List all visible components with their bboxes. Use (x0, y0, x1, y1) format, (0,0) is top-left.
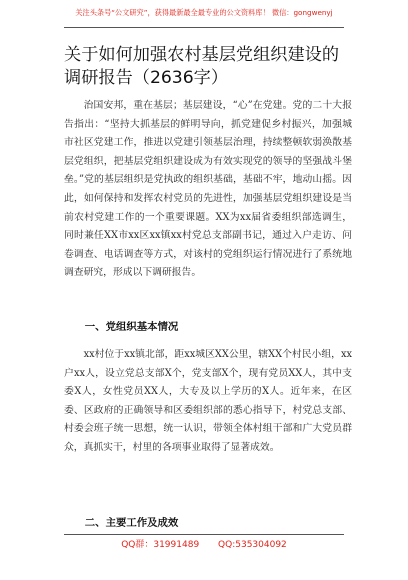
document-title: 关于如何加强农村基层党组织建设的调研报告（2636字） (64, 45, 340, 88)
paragraph-intro: 治国安邦，重在基层；基层建设，“心”在党建。党的二十大报告指出：“坚持大抓基层的鲜明导向，抓党建促乡村振兴，加强城市社区党建工作，推进以党建引领基层治理，持续整顿软弱涣散基层党组织，把基层党组织建设成为有效实现党的领导的坚强战斗堡垒。”党的基层组织是党执政的组织基础，基础不牢，地动山摇。因此，如何保持和发挥农村党员的先进性，加强基层党组织建设是当前农村党建工作的一个重要课题。XX为xx届省委组织部选调生，同时兼任XX市xx区xx镇xx村党总支部副书记，通过入户走访、问卷调查、电话调查等方式，对该村的党组织运行情况进行了系统地调查研究，形成以下调研报告。 (64, 100, 352, 279)
section-heading-main-work: 二、主要工作及成效 (84, 517, 179, 529)
section-heading-basic-info: 一、党组织基本情况 (84, 321, 179, 333)
footer-contact (0, 538, 408, 552)
footer-divider (64, 534, 344, 535)
header-divider (64, 27, 344, 28)
header-banner: 关注头条号“公文研究”，获得最新最全最专业的公文资料库！ 微信：gongwenyj (75, 8, 333, 17)
paragraph-basic-info: xx村位于xx镇北部，距xx城区XX公里，辖XX个村民小组，xx户xx人，设立党总支部X个，党支部X个，现有党员XX人，其中支委X人，女性党员XX人，大专及以上学历的X人。近年来，在区委、区政府的正确领导和区委组织部的悉心指导下，村党总支部、村委会班子统一思想，统一认识，带领全体村组干部和广大党员群众，真抓实干，村里的各项事业取得了显著成效。 (64, 349, 352, 453)
footer-qq: QQ:535304092 (218, 540, 287, 550)
footer-qq-group: QQ群：31991489 (121, 540, 200, 550)
